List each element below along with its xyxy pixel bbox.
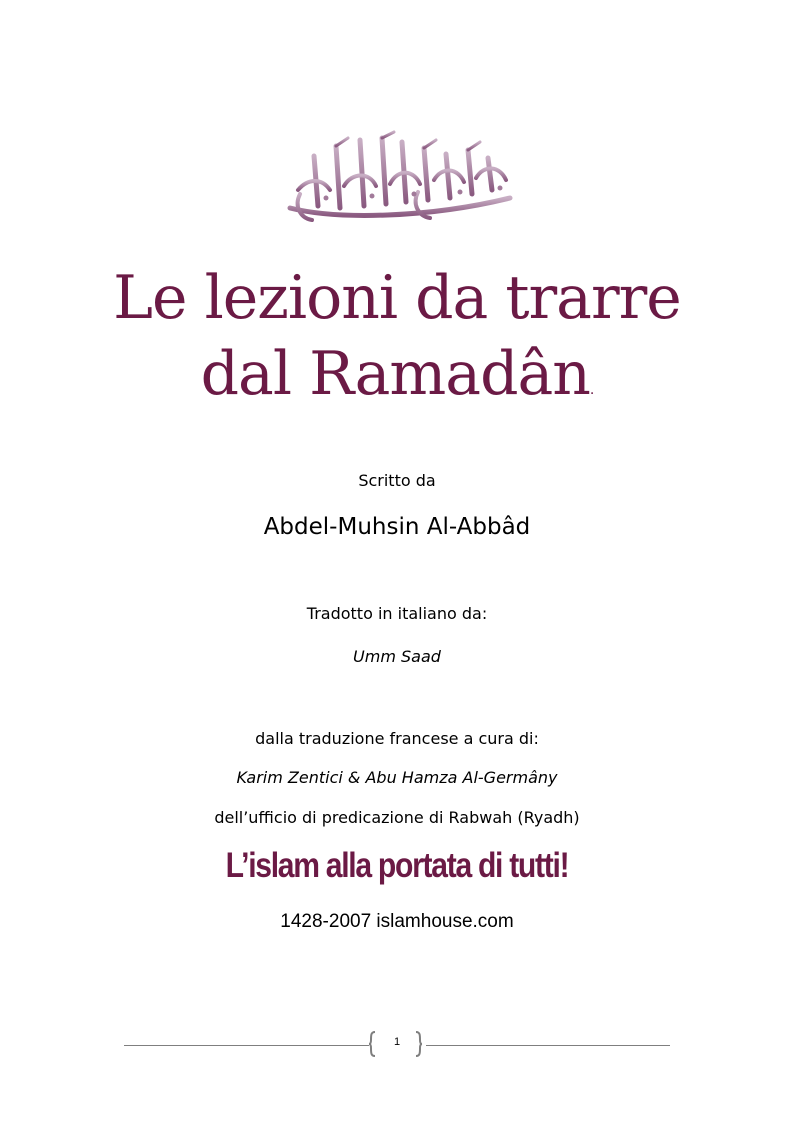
written-by-label: Scritto da [358,471,436,490]
open-brace-icon [368,1031,376,1057]
site-credit: 1428-2007 islamhouse.com [280,911,514,932]
slogan: L’islam alla portata di tutti! [225,846,569,885]
page-number: 1 [393,1036,401,1048]
translator-name: Umm Saad [353,647,441,666]
title-line-2-text: dal Ramadân [200,339,590,409]
french-translation-label: dalla traduzione francese a cura di: [255,729,539,748]
french-translators-names: Karim Zentici & Abu Hamza Al-Germâny [236,768,558,787]
title-trailing-dot: . [589,382,594,398]
author-name: Abdel-Muhsin Al-Abbâd [263,514,531,540]
document-title-line-1: Le lezioni da trarre [113,263,681,333]
close-brace-icon [415,1031,423,1057]
basmala-calligraphy-icon [278,128,518,228]
document-title-line-2 [0,338,794,426]
footer-rule-left [124,1045,369,1046]
footer-rule-right [426,1045,670,1046]
preaching-office: dell’ufficio di predicazione di Rabwah (Ryadh) [214,808,580,827]
translated-by-label: Tradotto in italiano da: [306,604,488,623]
